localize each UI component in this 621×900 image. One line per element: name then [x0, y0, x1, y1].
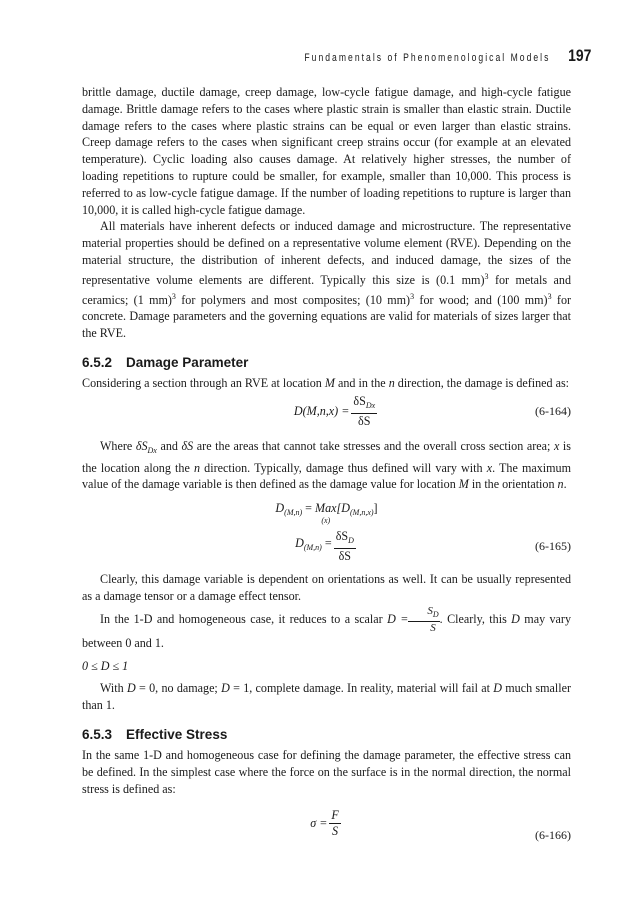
- paragraph-scalar: In the 1-D and homogeneous case, it reduces to a scalar D = $\frac{S_D}{S}$ . Clearly, this D may vary between 0 and 1.: [82, 604, 572, 650]
- paragraph-rve: All materials have inherent defects or induced damage and microstructure. The representative material properties should be defined on a representative volume element (RVE). Depending on the material structure, the distribution of inherent defects, and induced damage, the sizes of the representative volume elements are different. Typically this size is (0.1 mm)$^3$ for metals and ceramics; (1 mm)$^3$ for polymers and most composites; (10 mm)$^3$ for wood; and (100 mm)$^3$ for concrete. Damage parameters and the governing equations are valid for materials of sizes larger that the RVE.: [82, 219, 572, 341]
- paragraph-damage-intro: Considering a section through an RVE at location M and in the n direction, the damage is defined as:: [82, 375, 570, 390]
- equation-label: (6-165): [535, 538, 571, 553]
- equation-6-164: D(M,n,x) = $\frac{\delta S_{Dx}}{\delta S}$ (6-164): [293, 394, 571, 429]
- running-header: [235, 46, 591, 66]
- page-number: 197: [567, 46, 591, 65]
- equation-6-165: $D_{(M,n)}$ = $\frac{\delta S_D}{\delta S}$ (6-165): [295, 528, 571, 563]
- body-text: [82, 84, 571, 845]
- equation-max-damage: $D_{(M,n)}$ = Max (x) $[D_{(M,n,x)}]$: [275, 500, 378, 525]
- paragraph-damage-values: With D = 0, no damage; D = 1, complete damage. In reality, material will fail at D much smaller than 1.: [82, 681, 571, 713]
- paragraph-damage-types: brittle damage, ductile damage, creep damage, low-cycle fatigue damage, and high-cycle fatigue damage. Brittle damage refers to the cases where plastic strain is smaller than elastic strain. Ductile damage refers to the cases where plastic strains can be equal or even larger than elastic strains. Creep damage refers to the cases when significant creep strains occur (for example at an elevated temperature). Cyclic loading also causes damage. At relatively higher stresses, the number of loading repetitions to rupture could be smaller, for example, smaller than 10,000. This process is referred to as low-cycle fatigue damage. If the number of loading repetitions to rupture is larger than 10,000, it is called high-cycle fatigue damage.: [82, 85, 571, 217]
- running-title: Fundamentals of Phenomenological Models: [304, 52, 551, 64]
- equation-label: (6-166): [535, 828, 571, 843]
- inequality-damage-range: 0 ≤ D ≤ 1: [82, 658, 129, 673]
- section-heading-effective-stress: 6.5.3 Effective Stress: [82, 726, 228, 742]
- paragraph-tensor: Clearly, this damage variable is dependent on orientations as well. It can be usually represented as a damage tensor or a damage effect tensor.: [82, 572, 571, 603]
- equation-6-166: σ = $\frac{F}{S}$ (6-166): [310, 807, 571, 843]
- equation-label: (6-164): [535, 404, 571, 419]
- paragraph-where: Where $\delta S_{Dx}$ and δS are the areas that cannot take stresses and the overall cross section area; x is the location along the n direction. Typically, damage thus defined will vary with x. The maximum value of the damage variable is then defined as the damage value for location M in the orientation n.: [82, 438, 572, 492]
- paragraph-effective-stress: In the same 1-D and homogeneous case for defining the damage parameter, the effective stress can be defined. In the simplest case where the force on the surface is in the normal direction, the normal stress is defined as:: [82, 747, 571, 796]
- section-heading-damage-parameter: 6.5.2 Damage Parameter: [82, 354, 249, 370]
